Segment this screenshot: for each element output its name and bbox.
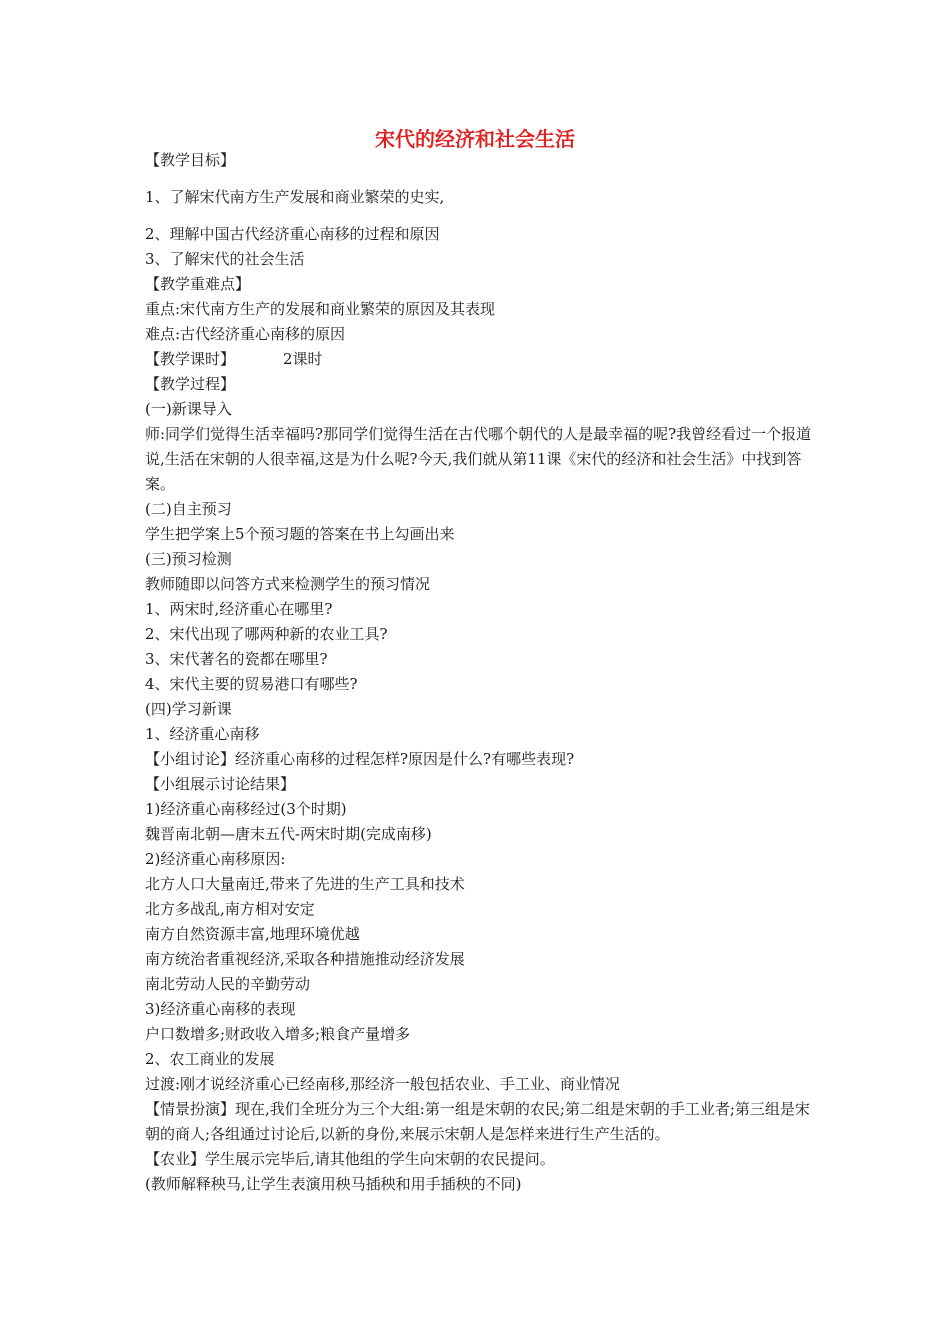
paragraph: 北方人口大量南迁,带来了先进的生产工具和技术 bbox=[145, 875, 465, 893]
subsection-heading: (四)学习新课 bbox=[145, 700, 232, 718]
paragraph: 魏晋南北朝—唐末五代-两宋时期(完成南移) bbox=[145, 825, 432, 843]
section-heading-key-points: 【教学重难点】 bbox=[145, 275, 251, 293]
objective-item: 2、理解中国古代经济重心南移的过程和原因 bbox=[145, 225, 440, 243]
difficulty-text: 难点:古代经济重心南移的原因 bbox=[145, 325, 346, 343]
paragraph: 过渡:刚才说经济重心已经南移,那经济一般包括农业、手工业、商业情况 bbox=[145, 1075, 620, 1093]
section-heading-objectives: 【教学目标】 bbox=[145, 151, 236, 169]
paragraph: 3)经济重心南移的表现 bbox=[145, 1000, 296, 1018]
question-item: 3、宋代著名的瓷都在哪里? bbox=[145, 650, 328, 668]
document-body bbox=[145, 148, 815, 1197]
document-title: 宋代的经济和社会生活 bbox=[375, 127, 575, 151]
subsection-heading: (二)自主预习 bbox=[145, 500, 232, 518]
paragraph-role-play: 【情景扮演】现在,我们全班分为三个大组:第一组是宋朝的农民;第二组是宋朝的手工业者;第三组是宋朝的商人;各组通过讨论后,以新的身份,来展示宋朝人是怎样来进行生产生活的。 bbox=[145, 1100, 810, 1143]
paragraph-intro: 师:同学们觉得生活幸福吗?那同学们觉得生活在古代哪个朝代的人是最幸福的呢?我曾经看过一个报道说,生活在宋朝的人很幸福,这是为什么呢?今天,我们就从第11课《宋代的经济和社会生活》中找到答案。 bbox=[145, 425, 812, 493]
paragraph: 南方统治者重视经济,采取各种措施推动经济发展 bbox=[145, 950, 465, 968]
paragraph: 户口数增多;财政收入增多;粮食产量增多 bbox=[145, 1025, 411, 1043]
paragraph: 南北劳动人民的辛勤劳动 bbox=[145, 975, 311, 993]
section-heading-process: 【教学过程】 bbox=[145, 375, 236, 393]
paragraph: 学生把学案上5个预习题的答案在书上勾画出来 bbox=[145, 525, 455, 543]
subsection-heading: (三)预习检测 bbox=[145, 550, 232, 568]
topic-heading: 1、经济重心南移 bbox=[145, 725, 260, 743]
paragraph: (教师解释秧马,让学生表演用秧马插秧和用手插秧的不同) bbox=[145, 1175, 522, 1193]
paragraph: 北方多战乱,南方相对安定 bbox=[145, 900, 315, 918]
question-item: 4、宋代主要的贸易港口有哪些? bbox=[145, 675, 358, 693]
paragraph: 2)经济重心南移原因: bbox=[145, 850, 286, 868]
paragraph: 教师随即以问答方式来检测学生的预习情况 bbox=[145, 575, 431, 593]
key-point-text: 重点:宋代南方生产的发展和商业繁荣的原因及其表现 bbox=[145, 300, 496, 318]
objective-item: 1、了解宋代南方生产发展和商业繁荣的史实, bbox=[145, 188, 445, 206]
question-item: 2、宋代出现了哪两种新的农业工具? bbox=[145, 625, 388, 643]
paragraph: 【小组展示讨论结果】 bbox=[145, 775, 296, 793]
class-hours-label: 【教学课时】 bbox=[145, 350, 236, 368]
paragraph: 【小组讨论】经济重心南移的过程怎样?原因是什么?有哪些表现? bbox=[145, 750, 575, 768]
paragraph: 【农业】学生展示完毕后,请其他组的学生向宋朝的农民提问。 bbox=[145, 1150, 555, 1168]
paragraph: 1)经济重心南移经过(3个时期) bbox=[145, 800, 347, 818]
question-item: 1、两宋时,经济重心在哪里? bbox=[145, 600, 333, 618]
topic-heading: 2、农工商业的发展 bbox=[145, 1050, 275, 1068]
section-heading-class-hours bbox=[145, 347, 815, 372]
subsection-heading: (一)新课导入 bbox=[145, 400, 232, 418]
objective-item: 3、了解宋代的社会生活 bbox=[145, 250, 305, 268]
class-hours-value: 2课时 bbox=[283, 350, 323, 368]
paragraph: 南方自然资源丰富,地理环境优越 bbox=[145, 925, 360, 943]
